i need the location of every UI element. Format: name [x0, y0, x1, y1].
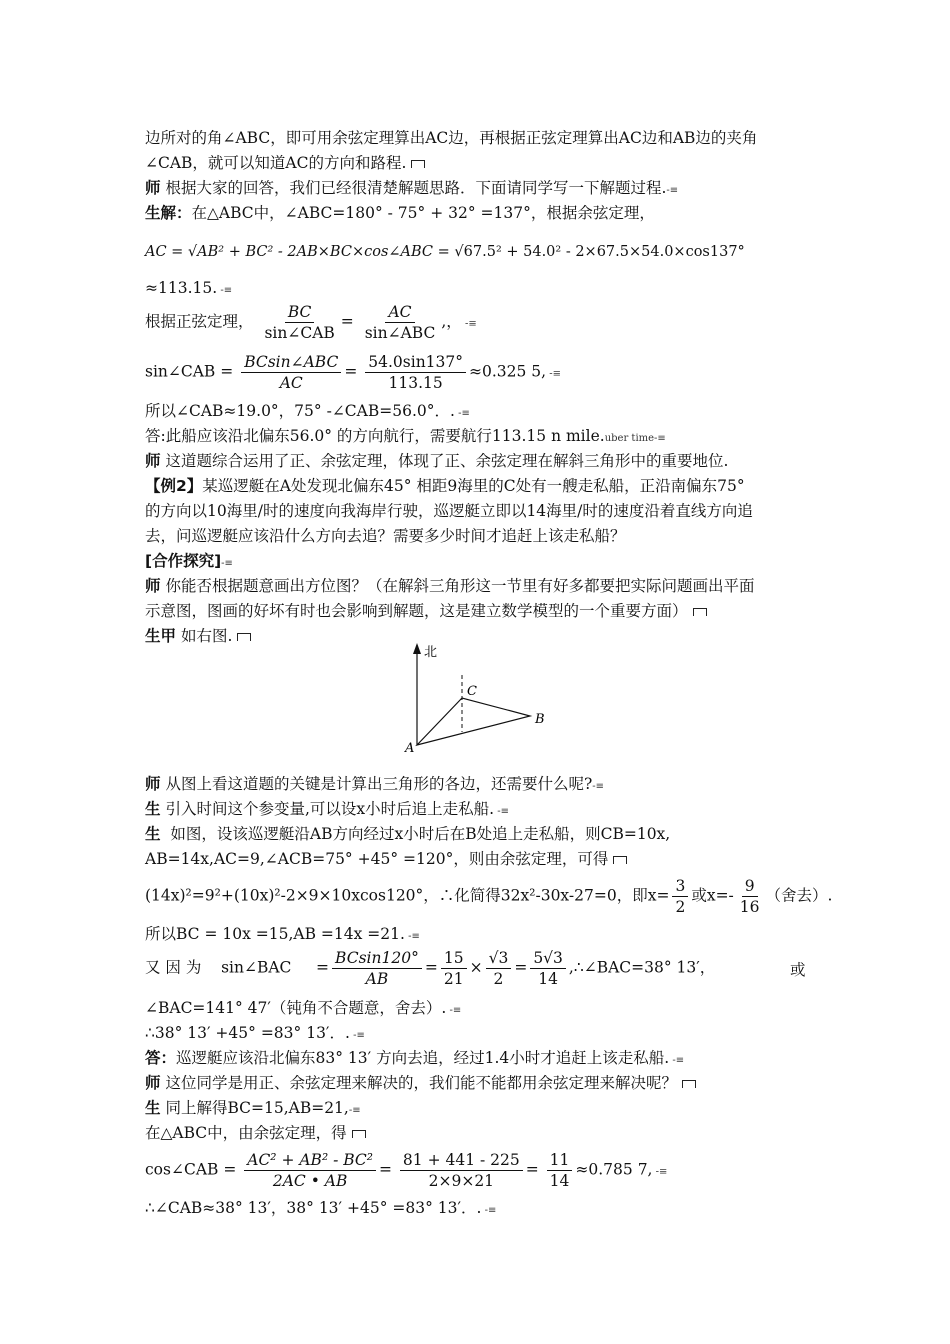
bearing-diagram	[400, 640, 560, 760]
text-line: ∴∠CAB≈38° 13′，38° 13′ +45° =83° 13′．. -≡	[145, 1199, 497, 1217]
fraction: $\frac{\text{BCsin∠ABC}}{AC}$	[241, 352, 341, 393]
text-line: 所以BC = 10x =15,AB =14x =21. -≡	[145, 925, 420, 943]
text-line: 生甲 如右图.	[145, 626, 251, 646]
text-line: 生 引入时间这个参变量,可以设x小时后追上走私船. -≡	[145, 800, 509, 818]
text-line: 在△ABC中，由余弦定理，得	[145, 1123, 366, 1143]
fraction: $\frac{√3}{2}$	[486, 948, 512, 989]
text-line: 答：巡逻艇应该沿北偏东83° 13′ 方向去追，经过1.4小时才追赶上该走私船. -≡	[145, 1049, 685, 1067]
formula-line: sin∠CAB = $\frac{\text{BCsin∠ABC}}{AC}$ = $\frac{54.0\sin 137^\circ}{113.15}$ ≈0.325 5, -≡	[145, 353, 562, 392]
fraction: $\frac{11}{14}$	[547, 1150, 573, 1191]
text-line: 边所对的角∠ABC，即可用余弦定理算出AC边，再根据正弦定理算出AC边和AB边的夹角	[145, 129, 758, 147]
text-line: ∴38° 13′ +45° =83° 13′．. -≡	[145, 1024, 365, 1042]
formula-line: AC = √AB² + BC² - 2AB×BC×cos∠ABC = √67.5² + 54.0² - 2×67.5×54.0×cos137°	[145, 244, 745, 260]
fraction: $\frac{BCsin120^\circ}{AB}$	[332, 948, 422, 989]
text-line: 师 这道题综合运用了正、余弦定理，体现了正、余弦定理在解斜三角形中的重要地位.	[145, 452, 729, 470]
fraction: $\frac{\text{AC² + AB² - BC²}}{2AC • AB}$	[244, 1150, 376, 1191]
fraction: $\frac{5√3}{14}$	[530, 948, 566, 989]
text-line: [合作探究]-≡	[145, 552, 233, 570]
text-line: 【例2】某巡逻艇在A处发现北偏东45° 相距9海里的C处有一艘走私船，正沿南偏东75°	[145, 477, 745, 495]
text-line: 师 这位同学是用正、余弦定理来解决的，我们能不能都用余弦定理来解决呢？	[145, 1073, 696, 1093]
text-line: 生 同上解得BC=15,AB=21,-≡	[145, 1099, 361, 1117]
point-b-label: B	[535, 712, 545, 727]
formula-line: 又 因 为 sin∠BAC = $\frac{BCsin120^\circ}{AB}$ = $\frac{15}{21}$ × $\frac{√3}{2}$ = $\frac{5√3}{14}$ ,∴∠BAC=38° 13′，	[145, 949, 716, 988]
text-line: 的方向以10海里/时的速度向我海岸行驶，巡逻艇立即以14海里/时的速度沿着直线方向追	[145, 502, 753, 520]
text-line: AB=14x,AC=9,∠ACB=75° +45° =120°，则由余弦定理，可得	[145, 849, 627, 869]
fraction: $\frac{3}{2}$	[672, 876, 688, 917]
text-line: 师 从图上看这道题的关键是计算出三角形的各边，还需要什么呢?-≡	[145, 775, 605, 793]
text-line: ∠BAC=141° 47′（钝角不合题意，舍去）. -≡	[145, 999, 462, 1017]
text-line: 生解：在△ABC中，∠ABC=180° - 75° + 32° =137°，根据余弦定理，	[145, 204, 655, 222]
fraction: $\frac{54.0\sin 137^\circ}{113.15}$	[365, 352, 466, 393]
text-line: ≈113.15. -≡	[145, 279, 233, 297]
formula-line: cos∠CAB = $\frac{\text{AC² + AB² - BC²}}{2AC • AB}$ = $\frac{81 + 441 - 225}{2\times 9\times 21}$ = $\frac{11}{14}$ ≈0.785 7, -≡	[145, 1151, 668, 1190]
text-line: 师 你能否根据题意画出方位图？（在解斜三角形这一节里有好多都要把实际问题画出平面	[145, 577, 755, 595]
point-a-label: A	[405, 741, 415, 756]
fraction: $\frac{BC}{\text{sin∠CAB}}$	[264, 303, 335, 342]
fraction: $\frac{AC}{\text{sin∠ABC}}$	[364, 303, 436, 342]
text-line: 示意图，图画的好坏有时也会影响到解题，这是建立数学模型的一个重要方面）	[145, 601, 707, 621]
text-line: 答:此船应该沿北偏东56.0° 的方向航行，需要航行113.15 n mile.uber time-≡	[145, 427, 666, 445]
text-line: 所以∠CAB≈19.0°，75° -∠CAB=56.0°．. -≡	[145, 402, 470, 420]
text-line: 师 根据大家的回答，我们已经很清楚解题思路．下面请同学写一下解题过程.-≡	[145, 179, 679, 197]
text-line: 或	[790, 961, 806, 979]
text-line: 去，问巡逻艇应该沿什么方向去追？需要多少时间才追赶上该走私船？	[145, 527, 626, 545]
fraction: $\frac{15}{21}$	[441, 948, 467, 989]
fraction: $\frac{9}{16}$	[739, 877, 760, 916]
point-c-label: C	[467, 684, 477, 699]
fraction: $\frac{81 + 441 - 225}{2\times 9\times 21}$	[400, 1150, 523, 1191]
formula-line: 根据正弦定理， $\frac{BC}{\text{sin∠CAB}}$ = $\frac{AC}{\text{sin∠ABC}}$ ,， -≡	[145, 303, 477, 342]
text-line: ∠CAB，就可以知道AC的方向和路程.	[145, 153, 425, 173]
north-label: 北	[424, 645, 438, 660]
text-line: 生 如图，设该巡逻艇沿AB方向经过x小时后在B处追上走私船，则CB=10x,	[145, 825, 671, 843]
formula-line: (14x)²=9²+(10x)²-2×9×10xcos120°，∴化简得32x²-30x-27=0，即x= $\frac{3}{2}$ 或x=- $\frac{9}{16}$ （舍去）.	[145, 877, 833, 916]
